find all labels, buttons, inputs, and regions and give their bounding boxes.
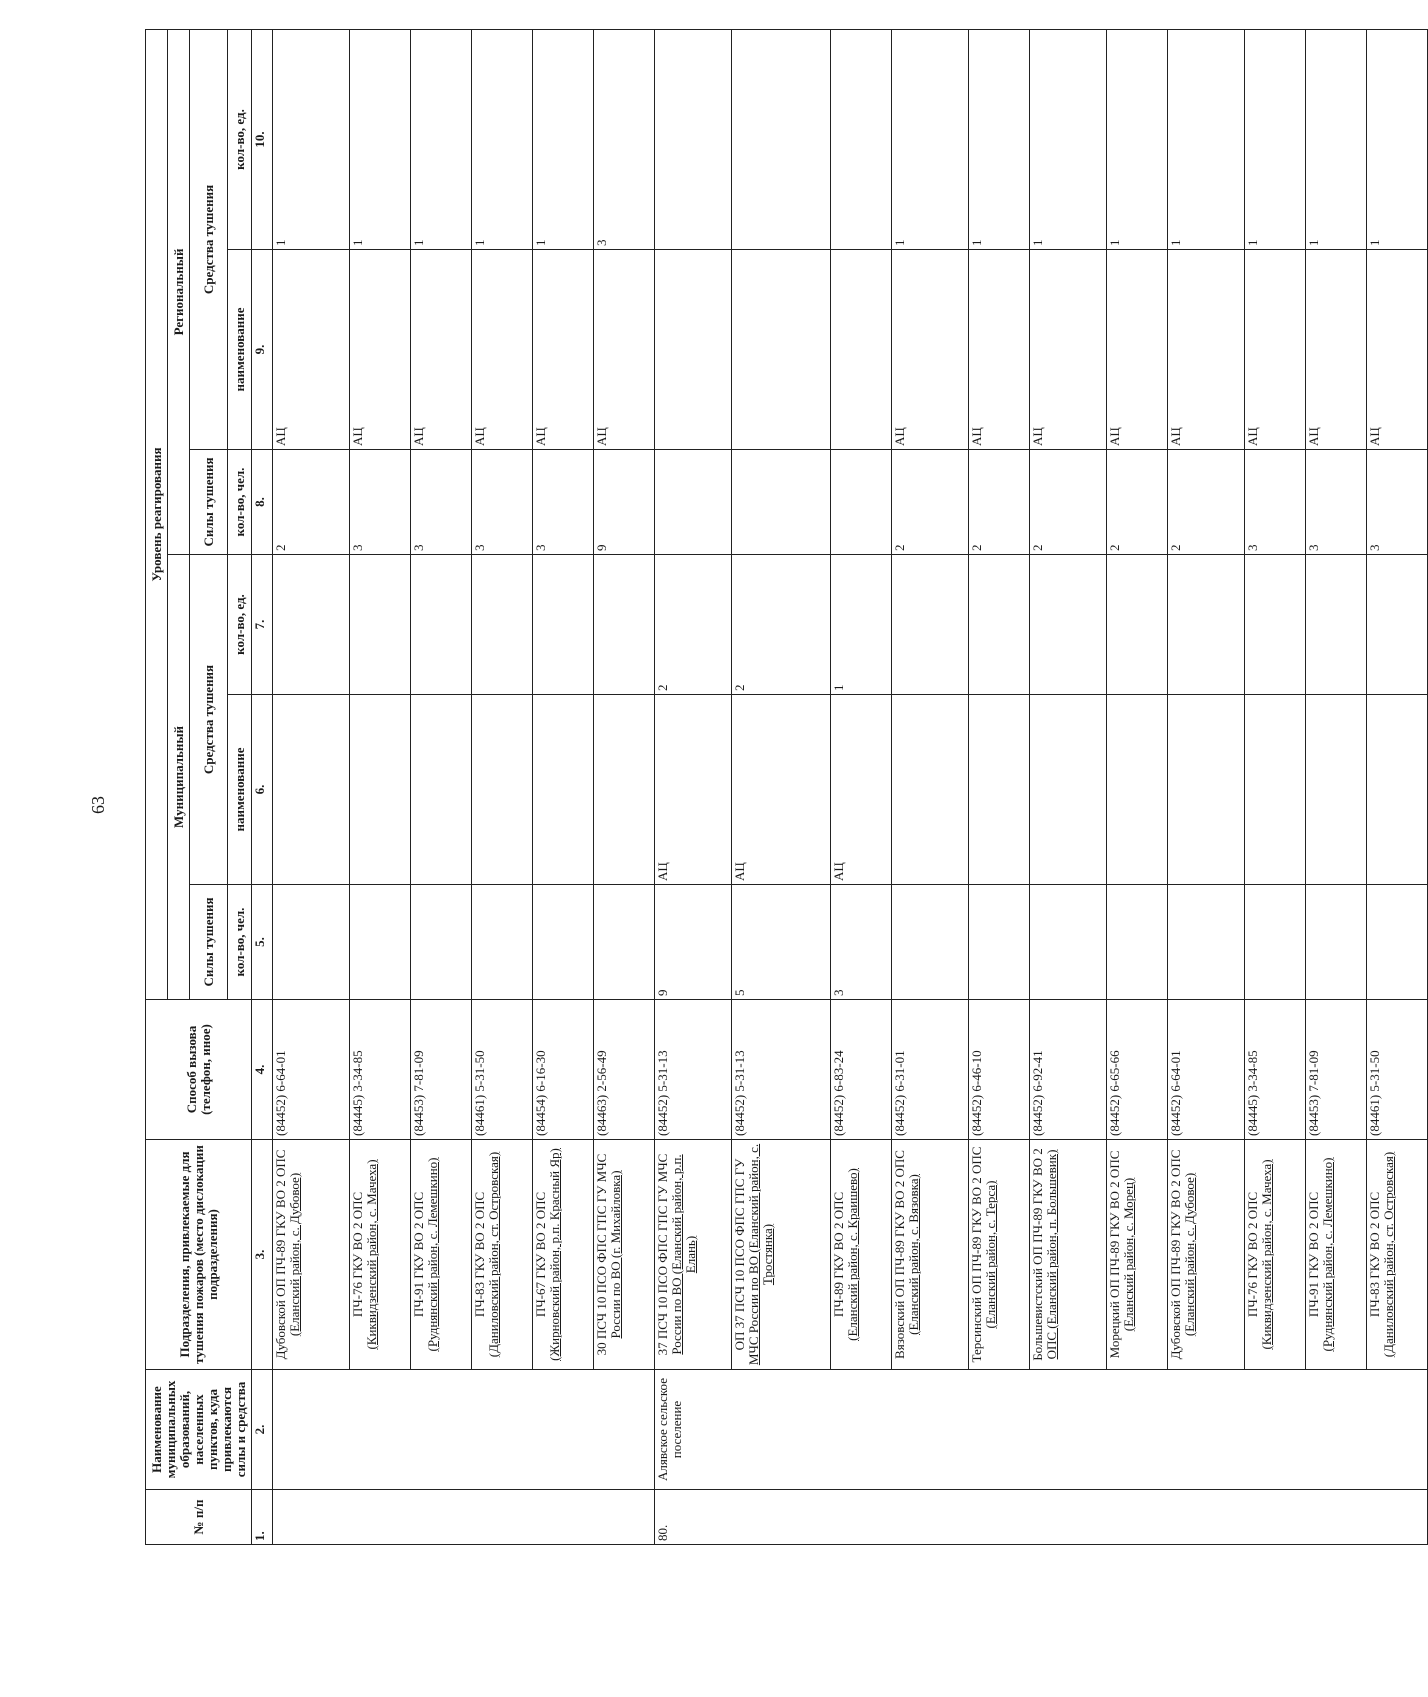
call-phone: (84452) 6-46-10	[969, 1000, 1030, 1140]
municipal-means-name: АЦ	[655, 695, 732, 885]
scanned-table-frame	[145, 30, 1396, 1545]
table-row	[1030, 29, 1107, 1544]
municipal-forces-qty	[1306, 885, 1367, 1000]
regional-forces-qty: 3	[533, 450, 594, 555]
municipal-means-qty	[1107, 555, 1168, 695]
regional-means-qty: 1	[472, 29, 533, 249]
call-phone: (84452) 5-31-13	[655, 1000, 732, 1140]
column-number: 2.	[252, 1370, 273, 1490]
regional-means-qty	[831, 29, 892, 249]
regional-forces-qty: 2	[1107, 450, 1168, 555]
header-response-level: Уровень реагирования	[146, 29, 168, 999]
call-phone: (84461) 5-31-50	[1367, 1000, 1428, 1140]
municipal-means-qty: 2	[655, 555, 732, 695]
call-phone: (84453) 7-81-09	[411, 1000, 472, 1140]
column-number: 9.	[252, 250, 273, 450]
municipal-means-name	[1245, 695, 1306, 885]
column-number: 10.	[252, 29, 273, 249]
table-row	[472, 29, 533, 1544]
municipal-means-qty: 2	[732, 555, 831, 695]
unit-cell	[1030, 1140, 1107, 1370]
regional-means-qty: 1	[892, 29, 969, 249]
municipal-forces-qty	[594, 885, 655, 1000]
call-phone: (84452) 6-92-41	[1030, 1000, 1107, 1140]
column-number: 5.	[252, 885, 273, 1000]
regional-means-qty: 1	[1367, 29, 1428, 249]
page-number: 63	[88, 796, 108, 814]
unit-name: ПЧ-91 ГКУ ВО 2 ОПС	[411, 1191, 426, 1318]
municipal-means-name	[1030, 695, 1107, 885]
municipal-forces-qty	[892, 885, 969, 1000]
regional-means-name	[732, 250, 831, 450]
regional-means-qty: 1	[350, 29, 411, 249]
regional-means-name: АЦ	[1367, 250, 1428, 450]
regional-forces-qty	[831, 450, 892, 555]
call-phone: (84454) 6-16-30	[533, 1000, 594, 1140]
municipal-forces-qty	[1245, 885, 1306, 1000]
call-phone: (84445) 3-34-85	[350, 1000, 411, 1140]
regional-means-name: АЦ	[350, 250, 411, 450]
header-municipal-forces: Силы тушения	[190, 885, 228, 1000]
unit-location: ОПС (Еланский район, п. Большевик)	[1044, 1149, 1059, 1360]
call-phone: (84452) 6-65-66	[1107, 1000, 1168, 1140]
rotated-table-container	[145, 30, 1396, 1545]
municipal-means-name	[1367, 695, 1428, 885]
unit-name: ПЧ-76 ГКУ ВО 2 ОПС	[350, 1191, 365, 1318]
municipality-name: Алявское сельское поселение	[655, 1370, 1428, 1490]
table-row	[732, 29, 831, 1544]
regional-means-qty: 1	[1030, 29, 1107, 249]
regional-forces-qty: 2	[1168, 450, 1245, 555]
table-row	[1245, 29, 1306, 1544]
unit-cell	[969, 1140, 1030, 1370]
regional-forces-qty: 3	[1245, 450, 1306, 555]
unit-name: ПЧ-91 ГКУ ВО 2 ОПС	[1306, 1191, 1321, 1318]
row-number	[273, 1490, 655, 1545]
municipal-forces-qty: 3	[831, 885, 892, 1000]
municipal-means-name: АЦ	[732, 695, 831, 885]
regional-means-name: АЦ	[969, 250, 1030, 450]
regional-means-name: АЦ	[1107, 250, 1168, 450]
unit-name: ПЧ-67 ГКУ ВО 2 ОПС	[533, 1191, 548, 1318]
unit-location: (Киквидзенский район, с. Мачеха)	[1259, 1159, 1274, 1350]
header-num: № п/п	[146, 1490, 252, 1545]
unit-location: (Киквидзенский район, с. Мачеха)	[364, 1159, 379, 1350]
unit-location: (Еланский район, с. Дубовое)	[287, 1172, 302, 1337]
unit-name: Большевистский ОП ПЧ-89 ГКУ ВО 2	[1030, 1148, 1045, 1361]
municipal-means-qty	[1168, 555, 1245, 695]
municipal-means-qty	[273, 555, 350, 695]
call-phone: (84452) 6-64-01	[1168, 1000, 1245, 1140]
table-row	[273, 29, 350, 1544]
municipal-means-name: АЦ	[831, 695, 892, 885]
unit-name: ПЧ-76 ГКУ ВО 2 ОПС	[1245, 1191, 1260, 1318]
column-number: 8.	[252, 450, 273, 555]
unit-cell	[594, 1140, 655, 1370]
unit-location: (Еланский район, с. Дубовое)	[1182, 1172, 1197, 1337]
unit-name: ОП 37 ПСЧ 10 ПСО ФПС ГПС ГУ	[732, 1158, 747, 1351]
header-m-qty-units: кол-во, ед.	[228, 555, 252, 695]
table-body	[252, 29, 1428, 1544]
municipal-forces-qty	[1107, 885, 1168, 1000]
column-number: 6.	[252, 695, 273, 885]
unit-location: России по ВО (Еланский район, р.п. Елань)	[669, 1154, 698, 1355]
regional-means-name: АЦ	[1306, 250, 1367, 450]
table-row	[969, 29, 1030, 1544]
unit-location: (Еланский район, с. Вязовка)	[906, 1174, 921, 1335]
unit-cell	[1306, 1140, 1367, 1370]
municipal-forces-qty	[273, 885, 350, 1000]
regional-forces-qty: 3	[1367, 450, 1428, 555]
unit-name: 30 ПСЧ 10 ПСО ФПС ГПС ГУ МЧС	[594, 1153, 609, 1356]
unit-name: Дубовской ОП ПЧ-89 ГКУ ВО 2 ОПС	[273, 1149, 288, 1360]
table-row	[350, 29, 411, 1544]
regional-means-qty	[732, 29, 831, 249]
regional-means-qty	[655, 29, 732, 249]
regional-means-qty: 1	[411, 29, 472, 249]
header-regional-forces: Силы тушения	[190, 450, 228, 555]
header-r-name: наименование	[228, 250, 252, 450]
regional-forces-qty: 3	[472, 450, 533, 555]
regional-forces-qty: 2	[969, 450, 1030, 555]
municipal-means-name	[350, 695, 411, 885]
municipal-means-name	[594, 695, 655, 885]
table-row	[594, 29, 655, 1544]
unit-cell	[411, 1140, 472, 1370]
unit-location: (Жирновский район, р.п. Красный Яр)	[547, 1148, 562, 1361]
unit-location: (Даниловский район, ст. Островская)	[486, 1151, 501, 1358]
unit-cell	[1367, 1140, 1428, 1370]
municipal-forces-qty	[350, 885, 411, 1000]
unit-cell	[892, 1140, 969, 1370]
regional-means-qty: 1	[1168, 29, 1245, 249]
table-row	[1367, 29, 1428, 1544]
unit-location: (Даниловский район, ст. Островская)	[1381, 1151, 1396, 1358]
regional-forces-qty: 3	[411, 450, 472, 555]
municipal-forces-qty	[533, 885, 594, 1000]
column-number: 3.	[252, 1140, 273, 1370]
unit-name: 37 ПСЧ 10 ПСО ФПС ГПС ГУ МЧС	[655, 1153, 670, 1356]
regional-means-name	[831, 250, 892, 450]
municipal-means-qty: 1	[831, 555, 892, 695]
header-municipal-means: Средства тушения	[190, 555, 228, 885]
call-phone: (84452) 6-83-24	[831, 1000, 892, 1140]
call-phone: (84452) 5-31-13	[732, 1000, 831, 1140]
municipal-means-name	[969, 695, 1030, 885]
regional-means-qty: 1	[1306, 29, 1367, 249]
regional-forces-qty: 9	[594, 450, 655, 555]
municipal-forces-qty	[969, 885, 1030, 1000]
municipal-means-name	[472, 695, 533, 885]
regional-forces-qty: 3	[350, 450, 411, 555]
regional-forces-qty: 2	[892, 450, 969, 555]
unit-cell	[1168, 1140, 1245, 1370]
header-m-name: наименование	[228, 695, 252, 885]
header-r-qty-people: кол-во, чел.	[228, 450, 252, 555]
header-regional-means: Средства тушения	[190, 29, 228, 449]
header-regional: Региональный	[168, 29, 190, 554]
column-number-row	[252, 29, 273, 1544]
unit-name: Вязовский ОП ПЧ-89 ГКУ ВО 2 ОПС	[892, 1150, 907, 1359]
unit-name: ПЧ-83 ГКУ ВО 2 ОПС	[1367, 1191, 1382, 1318]
regional-forces-qty	[655, 450, 732, 555]
header-m-qty-people: кол-во, чел.	[228, 885, 252, 1000]
municipal-forces-qty	[411, 885, 472, 1000]
unit-name: Дубовской ОП ПЧ-89 ГКУ ВО 2 ОПС	[1168, 1149, 1183, 1360]
header-municipal: Муниципальный	[168, 555, 190, 1000]
unit-name: ПЧ-83 ГКУ ВО 2 ОПС	[472, 1191, 487, 1318]
column-number: 7.	[252, 555, 273, 695]
unit-cell	[533, 1140, 594, 1370]
regional-means-qty: 1	[969, 29, 1030, 249]
regional-means-name: АЦ	[472, 250, 533, 450]
unit-name: Морецкий ОП ПЧ-89 ГКУ ВО 2 ОПС	[1107, 1150, 1122, 1359]
regional-forces-qty: 3	[1306, 450, 1367, 555]
unit-name: Терсинский ОП ПЧ-89 ГКУ ВО 2 ОПС	[969, 1146, 984, 1363]
municipal-means-qty	[892, 555, 969, 695]
regional-forces-qty: 2	[273, 450, 350, 555]
municipality-name	[273, 1370, 655, 1490]
regional-means-qty: 3	[594, 29, 655, 249]
header-unit: Подразделения, привлекаемые для тушения пожаров (место дислокации подразделения)	[146, 1140, 252, 1370]
unit-location: (Руднянский район, с. Лемешкино)	[1320, 1157, 1335, 1352]
unit-name: ПЧ-89 ГКУ ВО 2 ОПС	[831, 1191, 846, 1318]
regional-means-qty: 1	[273, 29, 350, 249]
regional-means-qty: 1	[1107, 29, 1168, 249]
regional-means-name: АЦ	[1168, 250, 1245, 450]
call-phone: (84445) 3-34-85	[1245, 1000, 1306, 1140]
unit-cell	[732, 1140, 831, 1370]
municipal-means-name	[1306, 695, 1367, 885]
municipal-means-qty	[594, 555, 655, 695]
municipal-means-name	[533, 695, 594, 885]
table-row	[1168, 29, 1245, 1544]
municipal-means-name	[411, 695, 472, 885]
municipal-means-name	[273, 695, 350, 885]
row-number: 80.	[655, 1490, 1428, 1545]
regional-means-name: АЦ	[1245, 250, 1306, 450]
municipal-means-qty	[472, 555, 533, 695]
table-row	[533, 29, 594, 1544]
header-municipality: Наименование муниципальных образований, населенных пунктов, куда привлекаются силы и средства	[146, 1370, 252, 1490]
unit-cell	[655, 1140, 732, 1370]
response-forces-table	[145, 29, 1428, 1545]
municipal-means-qty	[411, 555, 472, 695]
call-phone: (84461) 5-31-50	[472, 1000, 533, 1140]
regional-forces-qty	[732, 450, 831, 555]
municipal-means-qty	[533, 555, 594, 695]
municipal-means-name	[1107, 695, 1168, 885]
municipal-means-name	[1168, 695, 1245, 885]
column-number: 1.	[252, 1490, 273, 1545]
table-row	[411, 29, 472, 1544]
table-row	[655, 29, 732, 1544]
regional-means-name: АЦ	[594, 250, 655, 450]
regional-means-name	[655, 250, 732, 450]
table-row	[892, 29, 969, 1544]
unit-location: (Еланский район, с. Морец)	[1121, 1177, 1136, 1332]
regional-means-name: АЦ	[533, 250, 594, 450]
municipal-forces-qty	[1168, 885, 1245, 1000]
table-row	[1306, 29, 1367, 1544]
unit-location: (Руднянский район, с. Лемешкино)	[425, 1157, 440, 1352]
unit-cell	[831, 1140, 892, 1370]
municipal-forces-qty	[1367, 885, 1428, 1000]
regional-means-name: АЦ	[273, 250, 350, 450]
municipal-means-qty	[350, 555, 411, 695]
unit-location: (Еланский район, с. Терса)	[983, 1180, 998, 1329]
regional-means-qty: 1	[533, 29, 594, 249]
unit-location: России по ВО (г. Михайловка)	[608, 1170, 623, 1339]
call-phone: (84452) 6-64-01	[273, 1000, 350, 1140]
regional-means-name: АЦ	[892, 250, 969, 450]
unit-location: МЧС России по ВО (Еланский район, с. Тростянка)	[746, 1143, 775, 1366]
municipal-forces-qty	[472, 885, 533, 1000]
unit-cell	[1245, 1140, 1306, 1370]
table-row	[1107, 29, 1168, 1544]
municipal-forces-qty: 5	[732, 885, 831, 1000]
table-row	[831, 29, 892, 1544]
municipal-means-qty	[969, 555, 1030, 695]
municipal-forces-qty: 9	[655, 885, 732, 1000]
municipal-means-qty	[1367, 555, 1428, 695]
call-phone: (84463) 2-56-49	[594, 1000, 655, 1140]
unit-cell	[472, 1140, 533, 1370]
unit-cell	[350, 1140, 411, 1370]
call-phone: (84452) 6-31-01	[892, 1000, 969, 1140]
call-phone: (84453) 7-81-09	[1306, 1000, 1367, 1140]
unit-cell	[273, 1140, 350, 1370]
header-r-qty-units: кол-во, ед.	[228, 29, 252, 249]
municipal-means-qty	[1245, 555, 1306, 695]
unit-cell	[1107, 1140, 1168, 1370]
regional-means-name: АЦ	[411, 250, 472, 450]
municipal-means-name	[892, 695, 969, 885]
column-number: 4.	[252, 1000, 273, 1140]
unit-location: (Еланский район, с. Краишево)	[845, 1168, 860, 1341]
regional-means-qty: 1	[1245, 29, 1306, 249]
header-call-method: Способ вызова (телефон, иное)	[146, 1000, 252, 1140]
municipal-means-qty	[1306, 555, 1367, 695]
municipal-forces-qty	[1030, 885, 1107, 1000]
regional-forces-qty: 2	[1030, 450, 1107, 555]
municipal-means-qty	[1030, 555, 1107, 695]
regional-means-name: АЦ	[1030, 250, 1107, 450]
